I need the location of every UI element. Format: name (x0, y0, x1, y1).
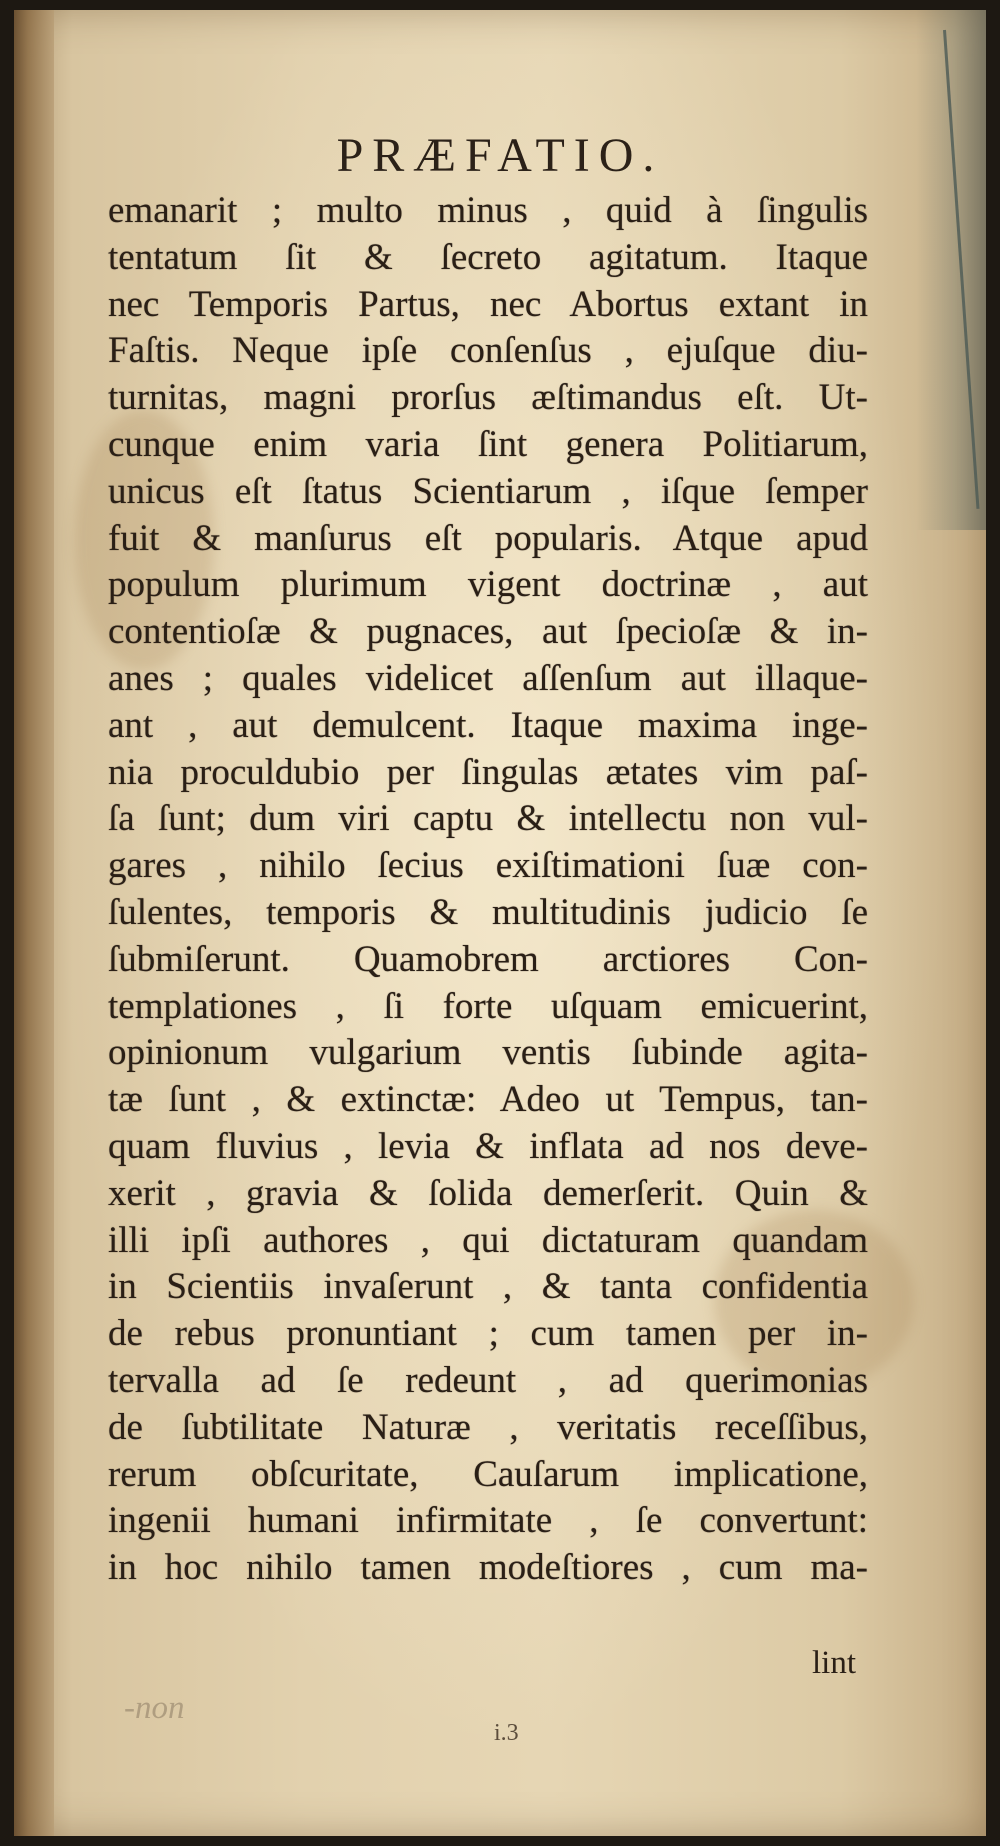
text-line: tæ ſunt , & extinctæ: Adeo ut Tempus, tan- (108, 1079, 868, 1121)
page-binding-shadow (14, 10, 54, 1836)
text-line: ingenii humani infirmitate , ſe convertunt: (108, 1500, 868, 1542)
body-text-block (108, 188, 868, 1592)
text-line: populum plurimum vigent doctrinæ , aut (108, 564, 868, 606)
signature-mark: i.3 (494, 1720, 519, 1746)
text-line: nec Temporis Partus, nec Abortus extant in (108, 283, 868, 325)
text-line: de ſubtilitate Naturæ , veritatis receſſibus, (108, 1406, 868, 1448)
text-line: ſa ſunt; dum viri captu & intellectu non vul- (108, 798, 868, 840)
text-line: ant , aut demulcent. Itaque maxima inge- (108, 704, 868, 746)
catchword: lint (811, 1645, 856, 1681)
text-line: tervalla ad ſe redeunt , ad querimonias (108, 1359, 868, 1401)
text-line: tentatum ſit & ſecreto agitatum. Itaque (108, 236, 868, 278)
text-line: opinionum vulgarium ventis ſubinde agita- (108, 1032, 868, 1074)
text-line: contentioſæ & pugnaces, aut ſpecioſæ & in- (108, 611, 868, 653)
text-line: templationes , ſi forte uſquam emicuerint, (108, 985, 868, 1027)
text-line: illi ipſi authores , qui dictaturam quandam (108, 1219, 868, 1261)
text-line: emanarit ; multo minus , quid à ſingulis (108, 190, 868, 231)
text-line: Faſtis. Neque ipſe conſenſus , ejuſque diu- (108, 330, 868, 372)
text-line: fuit & manſurus eſt popularis. Atque apud (108, 517, 868, 559)
text-line: xerit , gravia & ſolida demerſerit. Quin & (108, 1172, 868, 1214)
text-line: rerum obſcuritate, Cauſarum implicatione, (108, 1453, 868, 1495)
bleed-through-text: -non (124, 1690, 185, 1726)
running-header: PRÆFATIO. (336, 129, 664, 182)
text-line: ſubmiſerunt. Quamobrem arctiores Con- (108, 938, 868, 980)
text-line: ſulentes, temporis & multitudinis judicio ſe (108, 891, 868, 933)
text-line: gares , nihilo ſecius exiſtimationi ſuæ con- (108, 845, 868, 887)
text-line: turnitas, magni prorſus æſtimandus eſt. Ut- (108, 377, 868, 419)
text-line: in Scientiis invaſerunt , & tanta confidentia (108, 1266, 868, 1308)
text-line: unicus eſt ſtatus Scientiarum , iſque ſemper (108, 470, 868, 512)
text-line: cunque enim varia ſint genera Politiarum, (108, 423, 868, 465)
text-line: de rebus pronuntiant ; cum tamen per in- (108, 1313, 868, 1355)
text-line: nia proculdubio per ſingulas ætates vim paſ- (108, 751, 868, 793)
book-page (14, 10, 986, 1836)
text-line: anes ; quales videlicet aſſenſum aut illaque- (108, 657, 868, 699)
text-line: in hoc nihilo tamen modeſtiores , cum ma- (108, 1547, 868, 1589)
text-line: quam fluvius , levia & inflata ad nos deve- (108, 1125, 868, 1167)
